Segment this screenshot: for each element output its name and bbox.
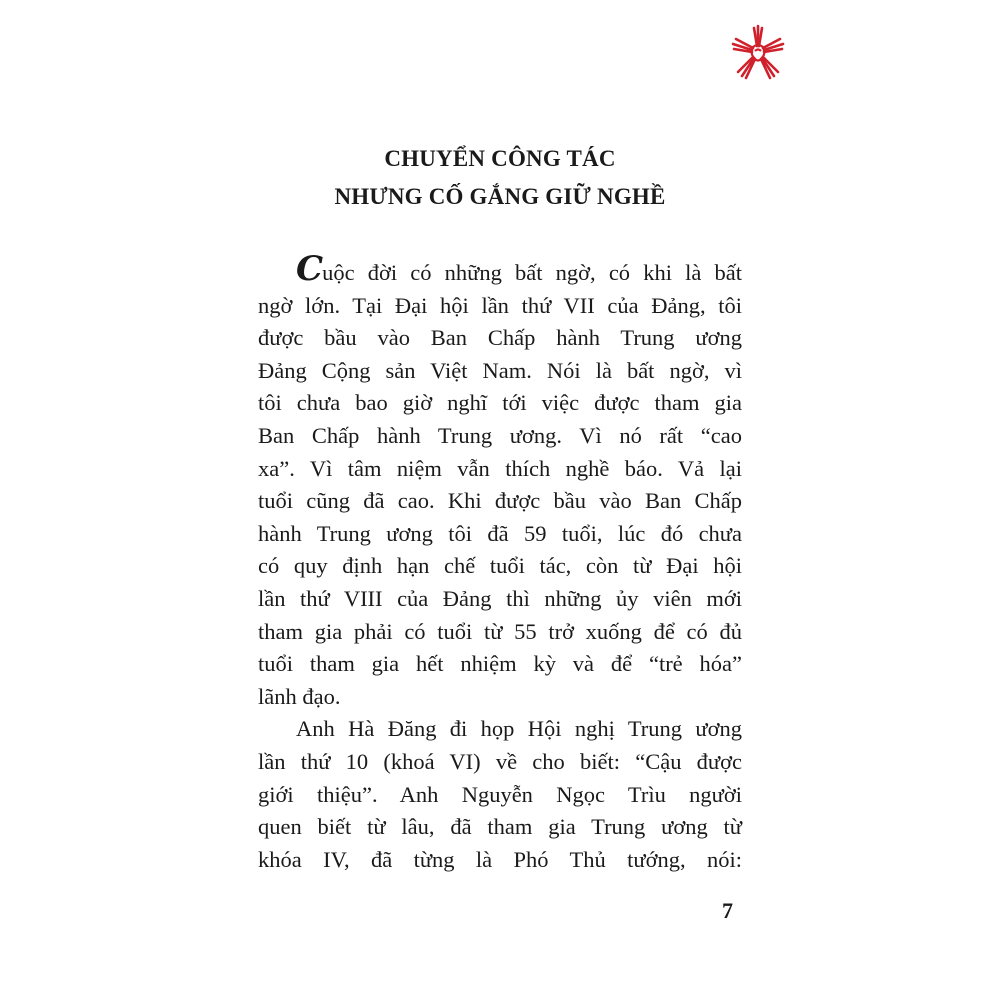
paragraph-line: khóa IV, đã từng là Phó Thủ tướng, nói: xyxy=(258,846,742,872)
chapter-heading-line-1: CHUYỂN CÔNG TÁC xyxy=(384,146,616,171)
paragraph-1-line-1 xyxy=(258,249,742,290)
paragraph-line: lần thứ VIII của Đảng thì những ủy viên mới xyxy=(258,585,742,611)
paragraph-line: Đảng Cộng sản Việt Nam. Nói là bất ngờ, vì xyxy=(258,357,742,383)
paragraph-line-text: uộc đời có những bất ngờ, có khi là bất xyxy=(322,260,742,285)
paragraph-line: có quy định hạn chế tuổi tác, còn từ Đại hội xyxy=(258,553,742,579)
red-star-publisher-logo-icon xyxy=(728,22,788,82)
chapter-heading-line-2: NHƯNG CỐ GẮNG GIỮ NGHỀ xyxy=(334,184,666,209)
paragraph-line: tham gia phải có tuổi từ 55 trở xuống để có đủ xyxy=(258,618,742,644)
paragraph-line: xa”. Vì tâm niệm vẫn thích nghề báo. Vả lại xyxy=(258,455,742,481)
paragraph-2-line-1: Anh Hà Đăng đi họp Hội nghị Trung ương xyxy=(296,716,742,742)
paragraph-line: tuổi tham gia hết nhiệm kỳ và để “trẻ hóa” xyxy=(258,651,742,677)
paragraph-line: giới thiệu”. Anh Nguyễn Ngọc Trìu người xyxy=(258,781,742,807)
paragraph-line: tôi chưa bao giờ nghĩ tới việc được tham gia xyxy=(258,390,742,416)
page-number: 7 xyxy=(722,898,733,923)
paragraph-line: hành Trung ương tôi đã 59 tuổi, lúc đó chưa xyxy=(258,520,742,546)
paragraph-line: Ban Chấp hành Trung ương. Vì nó rất “cao xyxy=(258,422,742,448)
paragraph-line: quen biết từ lâu, đã tham gia Trung ương từ xyxy=(258,814,742,840)
paragraph-line: ngờ lớn. Tại Đại hội lần thứ VII của Đảng, tôi xyxy=(258,292,742,318)
body-text xyxy=(258,249,742,876)
paragraph-line: lãnh đạo. xyxy=(258,683,341,709)
drop-cap-letter: C xyxy=(296,249,323,289)
paragraph-line: được bầu vào Ban Chấp hành Trung ương xyxy=(258,325,742,351)
paragraph-line: lần thứ 10 (khoá VI) về cho biết: “Cậu được xyxy=(258,748,742,774)
chapter-heading xyxy=(250,140,750,216)
paragraph-line: tuổi cũng đã cao. Khi được bầu vào Ban Chấp xyxy=(258,488,742,514)
